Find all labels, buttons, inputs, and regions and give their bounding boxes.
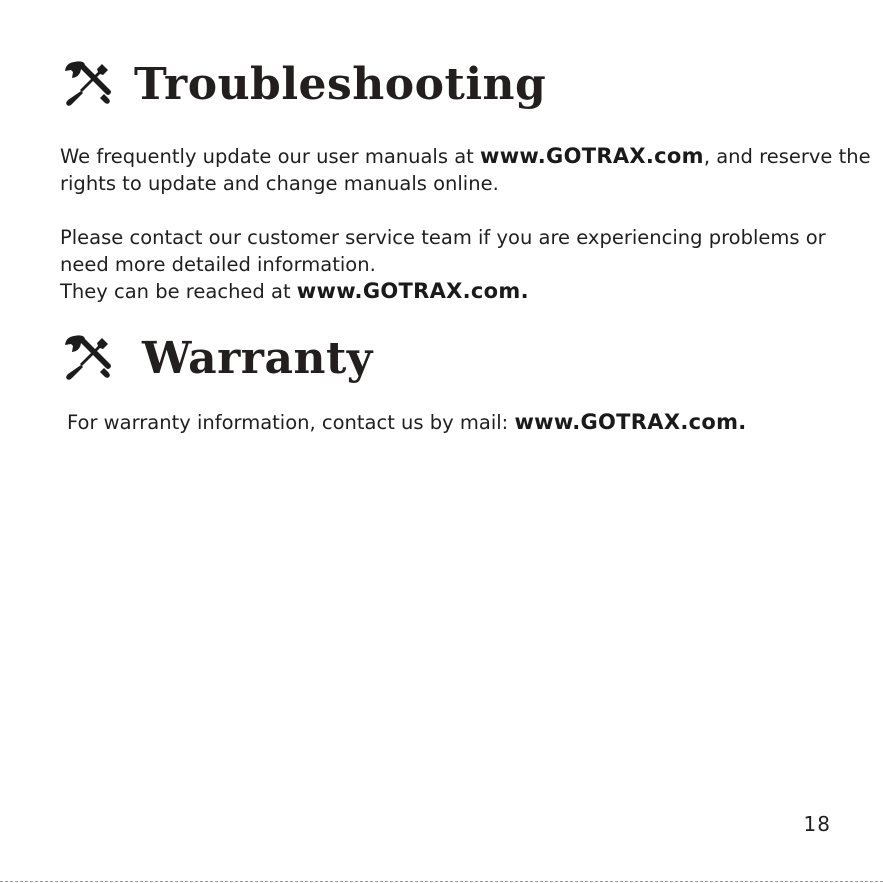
troubleshooting-heading <box>62 58 546 110</box>
text-line: Please contact our customer service team if you are experiencing problems or <box>60 226 826 249</box>
text-line <box>60 143 871 170</box>
page-number: 18 <box>803 812 831 836</box>
website-link[interactable]: www.GOTRAX.com. <box>296 279 529 303</box>
text-line <box>60 278 826 305</box>
text-line <box>67 409 747 436</box>
text-segment: For warranty information, contact us by mail: <box>67 411 515 434</box>
contact-paragraph <box>60 224 826 305</box>
text-line: need more detailed information. <box>60 253 376 276</box>
website-link[interactable]: www.GOTRAX.com. <box>514 410 747 434</box>
warranty-paragraph <box>67 409 747 436</box>
warranty-heading <box>62 332 373 384</box>
tools-icon <box>62 332 114 384</box>
tools-icon <box>62 58 114 110</box>
text-segment: We frequently update our user manuals at <box>60 145 481 168</box>
update-paragraph <box>60 143 871 197</box>
text-segment: , and reserve the <box>703 145 871 168</box>
section-title: Warranty <box>142 332 373 384</box>
section-title: Troubleshooting <box>134 58 547 110</box>
text-line: rights to update and change manuals online. <box>60 172 499 195</box>
website-link[interactable]: www.GOTRAX.com <box>480 144 704 168</box>
text-segment: They can be reached at <box>60 280 297 303</box>
